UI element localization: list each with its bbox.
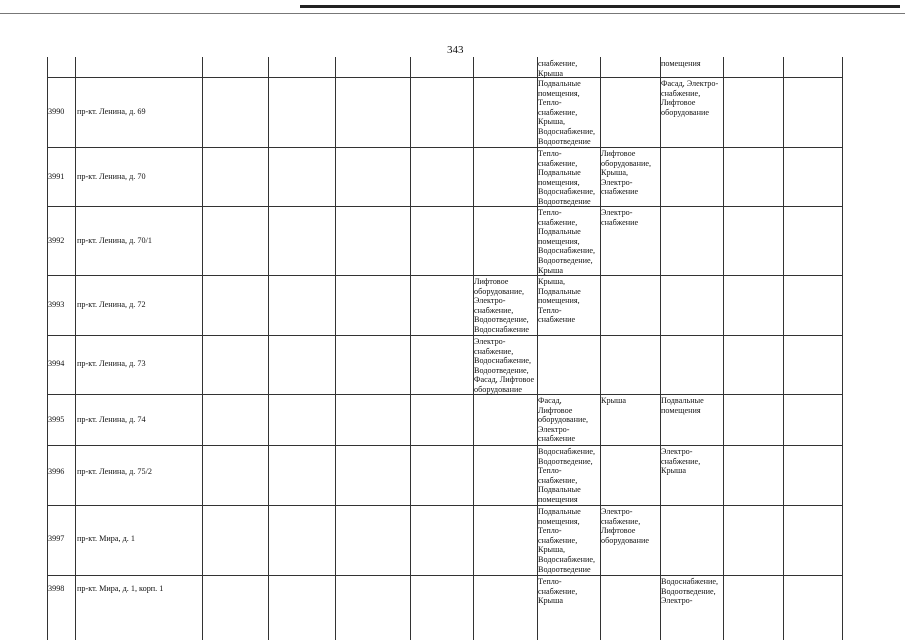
row-line: [47, 575, 843, 576]
col-line: [660, 57, 661, 640]
row-number: 3998: [48, 584, 65, 593]
table-cell: Лифтовое оборудование, Крыша, Электро- снабжение: [601, 149, 652, 197]
table-cell: Крыша, Подвальные помещения, Тепло- снабжение: [538, 277, 581, 325]
table-cell: помещения: [661, 59, 701, 68]
street-address: пр-кт. Ленина, д. 72: [77, 300, 146, 309]
table-cell: Подвальные помещения, Тепло- снабжение, Крыша, Водоснабжение, Водоотведение: [538, 507, 596, 574]
table-cell: Тепло- снабжение, Подвальные помещения, Водоснабжение, Водоотведение, Крыша: [538, 208, 596, 275]
row-number: 3992: [48, 236, 65, 245]
street-address: пр-кт. Мира, д. 1, корп. 1: [77, 584, 164, 593]
col-line: [783, 57, 784, 640]
table-cell: Электро- снабжение, Крыша: [661, 447, 701, 476]
table-cell: Электро- снабжение: [601, 208, 639, 227]
row-line: [47, 335, 843, 336]
table-cell: Подвальные помещения: [661, 396, 704, 415]
table-cell: Тепло- снабжение, Подвальные помещения, Водоснабжение, Водоотведение: [538, 149, 596, 206]
row-number: 3990: [48, 107, 65, 116]
row-number: 3993: [48, 300, 65, 309]
col-line: [842, 57, 843, 640]
table-cell: Водоснабжение, Водоотведение, Электро-: [661, 577, 719, 606]
table-cell: Подвальные помещения, Тепло- снабжение, Крыша, Водоснабжение, Водоотведение: [538, 79, 596, 146]
row-line: [47, 394, 843, 395]
row-line: [47, 275, 843, 276]
table-cell: Фасад, Электро- снабжение, Лифтовое оборудование: [661, 79, 719, 117]
housing-repair-table: [47, 57, 843, 640]
col-line: [335, 57, 336, 640]
table-cell: Лифтовое оборудование, Электро- снабжение, Водоотведение, Водоснабжение: [474, 277, 529, 334]
row-line: [47, 505, 843, 506]
scan-top-edge: [0, 13, 905, 14]
col-line: [600, 57, 601, 640]
col-line: [723, 57, 724, 640]
table-cell: Тепло- снабжение, Крыша: [538, 577, 578, 606]
row-number: 3995: [48, 415, 65, 424]
col-line: [410, 57, 411, 640]
col-line: [268, 57, 269, 640]
street-address: пр-кт. Мира, д. 1: [77, 534, 135, 543]
row-number: 3994: [48, 359, 65, 368]
table-cell: Водоснабжение, Водоотведение, Тепло- снабжение, Подвальные помещения: [538, 447, 596, 504]
row-number: 3991: [48, 172, 65, 181]
table-cell: Электро- снабжение, Лифтовое оборудование: [601, 507, 649, 545]
row-line: [47, 445, 843, 446]
col-line: [75, 57, 76, 640]
street-address: пр-кт. Ленина, д. 74: [77, 415, 146, 424]
page-number: 343: [447, 44, 464, 56]
scan-top-border: [300, 5, 900, 8]
street-address: пр-кт. Ленина, д. 75/2: [77, 467, 152, 476]
table-cell: Фасад, Лифтовое оборудование, Электро- снабжение: [538, 396, 589, 444]
street-address: пр-кт. Ленина, д. 70: [77, 172, 146, 181]
table-cell: снабжение, Крыша: [538, 59, 578, 78]
table-cell: Крыша: [601, 396, 626, 405]
col-line: [202, 57, 203, 640]
row-line: [47, 77, 843, 78]
street-address: пр-кт. Ленина, д. 73: [77, 359, 146, 368]
row-number: 3996: [48, 467, 65, 476]
row-line: [47, 147, 843, 148]
street-address: пр-кт. Ленина, д. 69: [77, 107, 146, 116]
table-cell: Электро- снабжение, Водоснабжение, Водоотведение, Фасад, Лифтовое оборудование: [474, 337, 535, 394]
street-address: пр-кт. Ленина, д. 70/1: [77, 236, 152, 245]
row-number: 3997: [48, 534, 65, 543]
row-line: [47, 206, 843, 207]
col-line: [47, 57, 48, 640]
